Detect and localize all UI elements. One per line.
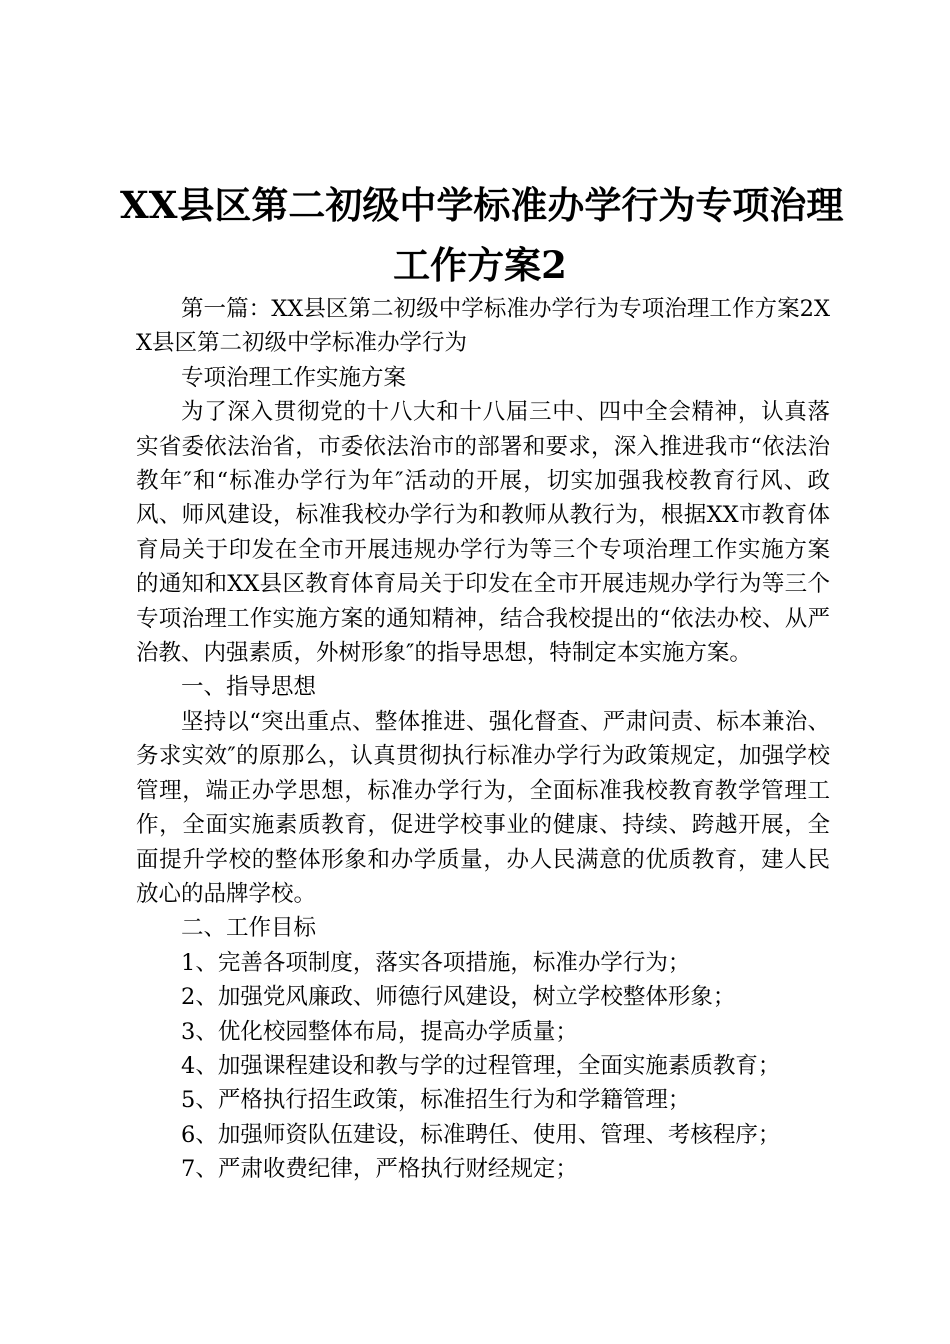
list-item-goal-7: 7、严肃收费纪律，严格执行财经规定；: [181, 1156, 578, 1183]
list-item-goal-2: 2、加强党风廉政、师德行风建设，树立学校整体形象；: [181, 984, 736, 1011]
document-body: [136, 292, 830, 1187]
list-item-goal-6: 6、加强师资队伍建设，标准聘任、使用、管理、考核程序；: [181, 1121, 781, 1148]
paragraph-subtitle: 专项治理工作实施方案: [181, 364, 407, 391]
list-item-goal-3: 3、优化校园整体布局，提高办学质量；: [181, 1018, 578, 1045]
list-item-goal-4: 4、加强课程建设和教与学的过程管理，全面实施素质教育；: [181, 1052, 781, 1079]
section-heading-work-goals: 二、工作目标: [181, 915, 317, 942]
paragraph-purpose: 为了深入贯彻党的十八大和十八届三中、四中全会精神，认真落实省委依法治省，市委依法治市的部署和要求，深入推进我市“依法治教年″和“标准办学行为年″活动的开展，切实加强我校教育行风、政风、师风建设，标准我校办学行为和教师从教行为，根据XX市教育体育局关于印发在全市开展违规办学行为等三个专项治理工作实施方案的通知和XX县区教育体育局关于印发在全市开展违规办学行为等三个专项治理工作实施方案的通知精神，结合我校提出的“依法办校、从严治教、内强素质，外树形象″的指导思想，特制定本实施方案。: [136, 399, 830, 667]
document-title-line-1: XX县区第二初级中学标准办学行为专项治理: [120, 183, 844, 227]
document-title-line-2: 工作方案2: [393, 243, 567, 287]
list-item-goal-1: 1、完善各项制度，落实各项措施，标准办学行为；: [181, 949, 691, 976]
section-heading-guiding-ideology: 一、指导思想: [181, 674, 317, 701]
paragraph-intro: 第一篇：XX县区第二初级中学标准办学行为专项治理工作方案2XX县区第二初级中学标准办学行为: [136, 296, 830, 357]
paragraph-guiding-ideology: 坚持以“突出重点、整体推进、强化督查、严肃问责、标本兼治、务求实效″的原那么，认真贯彻执行标准办学行为政策规定，加强学校管理，端正办学思想，标准办学行为，全面标准我校教育教学管理工作，全面实施素质教育，促进学校事业的健康、持续、跨越开展，全面提升学校的整体形象和办学质量，办人民满意的优质教育，建人民放心的品牌学校。: [136, 708, 830, 907]
list-item-goal-5: 5、严格执行招生政策，标准招生行为和学籍管理；: [181, 1087, 691, 1114]
